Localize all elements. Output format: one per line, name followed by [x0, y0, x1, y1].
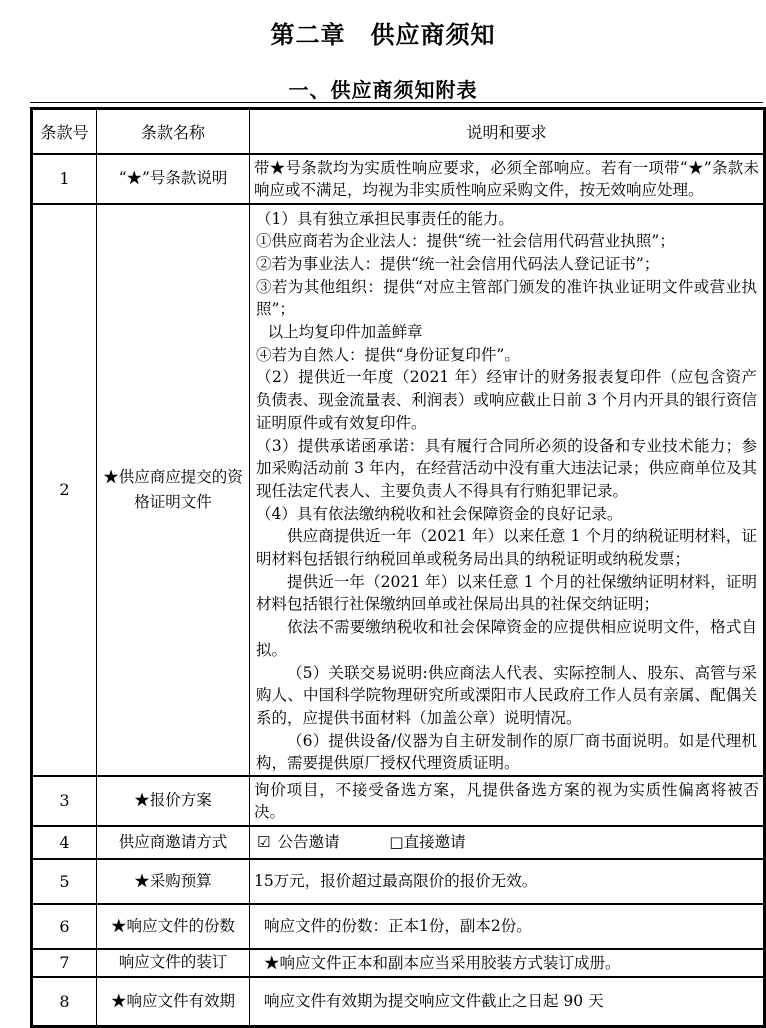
- table-row: [32, 904, 765, 949]
- clause-paragraph: （3）提供承诺函承诺：具有履行合同所必须的设备和专业技术能力；参加采购活动前 3 年内，在经营活动中没有重大违法记录；供应商单位及其现任法定代表人、主要负责人不得具有行贿犯罪记录。: [256, 436, 757, 500]
- clause-desc-cell: ★响应文件正本和副本应当采用胶装方式装订成册。: [250, 949, 765, 977]
- invite-option-label: 公告邀请: [277, 833, 340, 851]
- invite-option-public: [257, 833, 344, 851]
- clause-desc-cell: [250, 204, 765, 776]
- table-row: [32, 776, 765, 826]
- clause-paragraph: ③若为其他组织：提供“对应主管部门颁发的准许执业证明文件或营业执照”；: [256, 277, 757, 319]
- table-row: [32, 154, 765, 204]
- clause-paragraph: （1）具有独立承担民事责任的能力。: [256, 209, 514, 228]
- clause-no-cell: 2: [32, 204, 97, 776]
- table-row: [32, 826, 765, 859]
- clause-no-cell: 6: [32, 904, 97, 949]
- chapter-title: 第二章 供应商须知: [270, 21, 496, 49]
- invite-option-label: 直接邀请: [403, 833, 466, 851]
- clause-paragraph: 供应商提供近一年（2021 年）以来任意 1 个月的纳税证明材料，证明材料包括银行纳税回单或税务局出具的纳税证明或纳税发票；: [256, 527, 757, 569]
- table-header-row: [32, 109, 765, 154]
- clause-desc-cell: 响应文件的份数：正本1份，副本2份。: [250, 904, 765, 949]
- clause-desc-cell: 询价项目，不接受备选方案，凡提供备选方案的视为实质性偏离将被否决。: [250, 776, 765, 826]
- clause-name-cell: ★采购预算: [97, 859, 250, 904]
- clause-no-cell: 3: [32, 776, 97, 826]
- table-row: [32, 859, 765, 904]
- clause-desc-cell: 带★号条款均为实质性响应要求，必须全部响应。若有一项带“★”条款未响应或不满足，均视为非实质性响应采购文件，按无效响应处理。: [250, 154, 765, 204]
- clause-paragraph: 提供近一年（2021 年）以来任意 1 个月的社保缴纳证明材料，证明材料包括银行社保缴纳回单或社保局出具的社保交纳证明；: [256, 572, 757, 614]
- col-header-clause-no: 条款号: [32, 109, 97, 154]
- clause-paragraph: 依法不需要缴纳税收和社会保障资金的应提供相应说明文件，格式自拟。: [256, 618, 757, 659]
- clause-no-cell: 7: [32, 949, 97, 977]
- clause-name-cell: ★响应文件的份数: [97, 904, 250, 949]
- clause-paragraph: 以上均复印件加盖鲜章: [267, 323, 423, 342]
- clause-name-cell: 供应商邀请方式: [97, 826, 250, 859]
- supplier-notice-table: [30, 107, 766, 1028]
- invite-option-direct: [389, 833, 465, 851]
- clause-no-cell: 1: [32, 154, 97, 204]
- qualification-paragraphs: [254, 207, 759, 773]
- clause-desc-cell: [250, 826, 765, 859]
- clause-paragraph: （2）提供近一年度（2021 年）经审计的财务报表复印件（应包含资产负债表、现金流量表、利润表）或响应截止日前 3 个月内开具的银行资信证明原件或有效复印件。: [256, 368, 757, 432]
- clause-name-cell: “★”号条款说明: [97, 154, 250, 204]
- table-row: [32, 204, 765, 776]
- clause-name-cell: ★响应文件有效期: [97, 977, 250, 1027]
- clause-paragraph: （4）具有依法缴纳税收和社会保障资金的良好记录。: [256, 504, 623, 523]
- section-title: 一、供应商须知附表: [288, 78, 478, 102]
- table-row: [32, 977, 765, 1027]
- table-row: [32, 949, 765, 977]
- clause-no-cell: 4: [32, 826, 97, 859]
- clause-paragraph: ①供应商若为企业法人：提供“统一社会信用代码营业执照”；: [256, 232, 675, 251]
- clause-no-cell: 8: [32, 977, 97, 1027]
- clause-paragraph: （6）提供设备/仪器为自主研发制作的原厂商书面说明。如是代理机构，需要提供原厂授权代理资质证明。: [256, 731, 757, 773]
- clause-name-cell: ★报价方案: [97, 776, 250, 826]
- col-header-clause-name: 条款名称: [97, 109, 250, 154]
- table-top-rule: [30, 102, 763, 103]
- checked-checkbox-icon: ☑: [257, 833, 271, 851]
- clause-desc-cell: 响应文件有效期为提交响应文件截止之日起 90 天: [250, 977, 765, 1027]
- clause-paragraph: ④若为自然人：提供“身份证复印件”。: [256, 345, 520, 364]
- clause-desc-cell: 15万元，报价超过最高限价的报价无效。: [250, 859, 765, 904]
- clause-name-cell: ★供应商应提交的资格证明文件: [97, 204, 250, 776]
- col-header-description: 说明和要求: [250, 109, 765, 154]
- clause-paragraph: （5）关联交易说明:供应商法人代表、实际控制人、股东、高管与采购人、中国科学院物理研究所或溧阳市人民政府工作人员有亲属、配偶关系的，应提供书面材料（加盖公章）说明情况。: [256, 663, 757, 727]
- clause-name-cell: 响应文件的装订: [97, 949, 250, 977]
- clause-no-cell: 5: [32, 859, 97, 904]
- clause-paragraph: ②若为事业法人：提供“统一社会信用代码法人登记证书”；: [256, 254, 660, 273]
- unchecked-checkbox-icon: □: [389, 833, 404, 851]
